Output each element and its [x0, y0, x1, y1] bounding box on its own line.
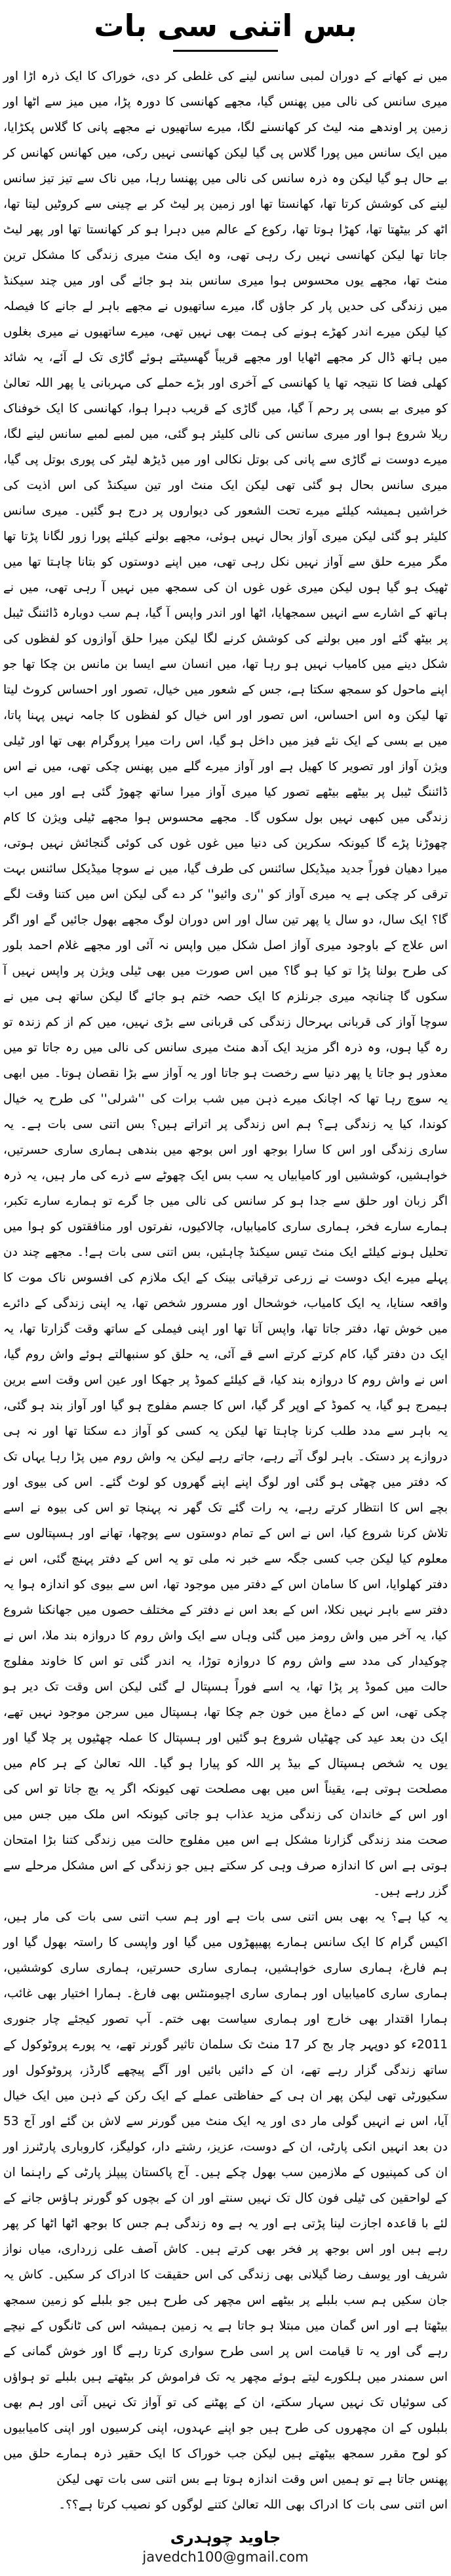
article-header: [3, 5, 448, 52]
body-paragraph-1: میں نے کھانے کے دوران لمبی سانس لینے کی غلطی کر دی، خوراک کا ایک ذرہ اڑا اور میری سانس کی نالی میں پھنس گیا، مجھے کھانسی کا دورہ پڑا، میں میز سے اٹھا اور زمین پر اوندھے منہ لیٹ کر کھانسنے لگا، میرے ساتھیوں نے مجھے پانی کا گلاس پکڑایا، میں ایک سانس میں پورا گلاس پی گیا لیکن کھانسی نہیں رکی، میں کھانس کھانس کر بے حال ہو گیا لیکن وہ ذرہ سانس کی نالی میں پھنسا رہا، میں ناک سے تیز تیز سانس لینے کی کوشش کرتا تھا، کھانستا تھا اور زمین پر لیٹ کر بے چینی سے کروٹیں لیتا تھا، اٹھ کر بیٹھتا تھا، کھڑا ہوتا تھا، رکوع کے عالم میں دہرا ہو کر کھانستا تھا اور پھر لیٹ جاتا تھا لیکن کھانسی نہیں رک رہی تھی، وہ ایک منٹ میری زندگی کا مشکل ترین منٹ تھا، مجھے یوں محسوس ہوا میری سانس بند ہو جائے گی اور میں چند سیکنڈ میں زندگی کی حدیں پار کر جاؤں گا، میرے ساتھیوں نے مجھے باہر لے جانے کا فیصلہ کیا لیکن میرے اندر کھڑے ہونے کی ہمت بھی نہیں تھی، میرے ساتھیوں نے میری بغلوں میں ہاتھ ڈال کر مجھے اٹھایا اور مجھے قریباً گھسیٹتے ہوئے گاڑی تک لے آئے، یہ شائد کھلی فضا کا نتیجہ تھا یا کھانسی کے آخری اور بڑے حملے کی مہربانی یا پھر اللہ تعالیٰ کو میری بے بسی پر رحم آ گیا، میں گاڑی کے قریب دہرا ہوا، کھانسی کا ایک خوفناک ریلا شروع ہوا اور میری سانس کی نالی کلیئر ہو گئی، میں لمبے لمبے سانس لینے لگا، میرے دوست نے گاڑی سے پانی کی بوتل نکالی اور میں ڈیڑھ لیٹر کی پوری بوتل پی گیا، میری سانس بحال ہو گئی تھی لیکن ایک منٹ اور تین سیکنڈ کی اس اذیت کی خراشیں ہمیشہ کیلئے میرے تحت الشعور کی دیواروں پر درج ہو گئیں۔ میری سانس کلیئر ہو گئی لیکن میری آواز بحال نہیں ہوئی، مجھے بولنے کیلئے پورا زور لگانا پڑتا تھا مگر میرے حلق سے آواز نہیں نکل رہی تھی، میں اپنے دوستوں کو بتانا چاہتا تھا میں ٹھیک ہو گیا ہوں لیکن میری غوں غوں ان کی سمجھ میں نہیں آ رہی تھی، میں نے ہاتھ کے اشارے سے انہیں سمجھایا، اٹھا اور اندر واپس آ گیا، ہم سب دوبارہ ڈائننگ ٹیبل پر بیٹھ گئے اور میں بولنے کی کوشش کرنے لگا لیکن میرا حلق آوازوں کو لفظوں کی شکل دینے میں کامیاب نہیں ہو رہا تھا، میں انسان سے ایسا بن مانس بن چکا تھا جو اپنے ماحول کو سمجھ سکتا ہے، جس کے شعور میں خیال، تصور اور احساس کروٹ لیتا تھا لیکن وہ اس احساس، اس تصور اور اس خیال کو لفظوں کا جامہ نہیں پہنا پاتا، میں بے بسی کے ایک نئے فیز میں داخل ہو گیا، اس رات میرا پروگرام بھی تھا اور ٹیلی ویژن آواز اور تصویر کا کھیل ہے اور آواز میرے گلے میں پھنس چکی تھی، میں نے اس ڈائننگ ٹیبل پر بیٹھے بیٹھے تصور کیا میری آواز میرا ساتھ چھوڑ گئی ہے اور میں اب زندگی میں کبھی نہیں بول سکوں گا۔ مجھے محسوس ہوا مجھے ٹیلی ویژن کا کام چھوڑنا پڑے گا کیونکہ سکرین کی دنیا میں غوں غوں کی کوئی گنجائش نہیں ہوتی، میرا دھیان فوراً جدید میڈیکل سائنس کی طرف گیا، میں نے سوچا میڈیکل سائنس بہت ترقی کر چکی ہے یہ میری آواز کو ''ری وائیو'' کر دے گی لیکن اس میں کتنا وقت لگے گا؟ ایک سال، دو سال یا پھر تین سال اور اس دوران لوگ مجھے بھول جائیں گے اور اگر اس علاج کے باوجود میری آواز اصل شکل میں واپس نہ آئی اور مجھے غلام احمد بلور کی طرح بولنا پڑا تو کیا ہو گا؟ میں اس صورت میں بھی ٹیلی ویژن پر واپس نہیں آ سکوں گا چنانچہ میری جرنلزم کا ایک حصہ ختم ہو جائے گا لیکن ساتھ ہی میں نے سوچا آواز کی قربانی بہرحال زندگی کی قربانی سے بڑی نہیں، میں کم از کم زندہ تو رہ گیا ہوں، وہ ذرہ اگر مزید ایک آدھ منٹ میری سانس کی نالی میں رہ جاتا تو میں معذور ہو جاتا یا پھر دنیا سے رخصت ہو جاتا اور یہ آواز سے بڑا نقصان ہوتا۔ میں ابھی یہ سوچ رہا تھا کہ اچانک میرے ذہن میں شب برات کی ''شرلی'' کی طرح یہ خیال کوندا، کیا یہ زندگی ہے؟ ہم اس زندگی پر اتراتے ہیں؟ بس اتنی سی بات ہے۔ یہ ساری زندگی اور اس کا سارا بوجھ اور اس بوجھ میں بندھی ہماری ساری حسرتیں، خواہشیں، کوششیں اور کامیابیاں یہ سب بس ایک چھوٹے سے ذرے کی مار ہیں، یہ ذرہ اگر زبان اور حلق سے جدا ہو کر سانس کی نالی میں جا گرے تو ہمارے سارے تکبر، ہمارے سارے فخر، ہماری ساری کامیابیاں، چالاکیوں، نفرتوں اور منافقتوں کو ہوا میں تحلیل ہونے کیلئے ایک منٹ تیس سیکنڈ چاہئیں، بس اتنی سی بات ہے!۔ مجھے چند دن پہلے میرے ایک دوست نے زرعی ترقیاتی بینک کے ایک ملازم کی افسوس ناک موت کا واقعہ سنایا، یہ ایک کامیاب، خوشحال اور مسرور شخص تھا، یہ اپنی زندگی کے دائرے میں خوش تھا، دفتر جاتا تھا، واپس آتا تھا اور اپنی فیملی کے ساتھ وقت گزارتا تھا، یہ ایک دن دفتر گیا، کام کرتے کرتے اسے قے آئی، یہ حلق کو سنبھالتے ہوئے واش روم گیا، اس نے واش روم کا دروازہ بند کیا، قے کیلئے کموڈ پر جھکا اور عین اس وقت اسے برین ہیمرج ہو گیا، یہ کموڈ کے اوپر گر گیا، اس کا جسم مفلوج ہو گیا اور آواز بند ہو گئی، یہ باہر سے مدد طلب کرنا چاہتا تھا لیکن یہ کسی کو آواز دے سکتا تھا اور نہ ہی دروازے پر دستک۔ باہر لوگ آتے رہے، جاتے رہے لیکن یہ واش روم میں پڑا رہا یہاں تک کہ دفتر میں چھٹی ہو گئی اور لوگ اپنے اپنے گھروں کو لوٹ گئے۔ اس کی بیوی اور بچے اس کا انتظار کرتے رہے، یہ رات گئے تک گھر نہ پہنچا تو اس کی بیوہ نے اسے تلاش کرنا شروع کیا، اس نے اس کے تمام دوستوں سے پوچھا، تھانے اور ہسپتالوں سے معلوم کیا لیکن جب کسی جگہ سے خبر نہ ملی تو یہ اس کے دفتر پہنچ گئی، اس نے دفتر کھلوایا، اس کا سامان اس کے دفتر میں موجود تھا، اس سے بیوی کو اندازہ ہوا یہ دفتر سے باہر نہیں نکلا، اس کے بعد اس نے دفتر کے مختلف حصوں میں جھانکنا شروع کیا، یہ آخر میں واش رومز میں گئی وہاں سے ایک واش روم کا دروازہ بند ملا، اس نے چوکیدار کی مدد سے واش روم کا دروازہ توڑا، یہ اندر گئی تو اس کا خاوند مفلوج حالت میں کموڈ پر پڑا تھا، یہ اسے فوراً ہسپتال لے گئی لیکن اس وقت تک دیر ہو چکی تھی، اس کے دماغ میں خون جم چکا تھا، ہسپتال میں سرجن موجود نہیں تھے، ایک دن بعد عید کی چھٹیاں شروع ہو گئیں اور ہسپتال کا عملہ چھٹیوں پر چلا گیا اور یوں یہ شخص ہسپتال کے بیڈ پر اللہ کو پیارا ہو گیا۔ اللہ تعالیٰ کے ہر کام میں مصلحت ہوتی ہے، یقیناً اس میں بھی مصلحت تھی کیونکہ اگر یہ بچ جاتا تو اس کی اور اس کے خاندان کی زندگی مزید عذاب ہو جاتی کیونکہ اس ملک میں جس میں صحت مند زندگی گزارنا مشکل ہے اس میں مفلوج حالت میں زندگی کتنا بڑا امتحان ہوتی ہے اس کا اندازہ صرف وہی کر سکتے ہیں جو زندگی کے اس مشکل مرحلے سے گزر رہے ہیں۔: [3, 69, 448, 1898]
article-body: [3, 64, 448, 2518]
body-paragraph-2: یہ کیا ہے؟ یہ بھی بس اتنی سی بات ہے اور ہم سب اتنی سی بات کی مار ہیں، اکیس گرام کا ایک سانس ہمارے پھیپھڑوں میں گیا اور واپسی کا راستہ بھول گیا اور ہم فارغ، ہماری ساری خواہشیں، ہماری ساری حسرتیں، ہماری ساری کوششیں، ہماری ساری کامیابیاں اور ہماری ساری اچیومنٹس بھی فارغ۔ ہمارا اختیار بھی غائب، ہمارا اقتدار بھی خارج اور ہماری سیاست بھی ختم۔ آپ تصور کیجئے چار جنوری 2011ء کو دوپہر چار بج کر 17 منٹ تک سلمان تاثیر گورنر تھے، یہ پورے پروٹوکول کے ساتھ زندگی گزار رہے تھے، ان کے دائیں بائیں اور آگے پیچھے گارڈز، پروٹوکول اور سکیورٹی تھی لیکن پھر ان ہی کے حفاظتی عملے کے ایک رکن کے ذہن میں ایک خیال آیا، اس نے انہیں گولی مار دی اور یہ ایک منٹ میں گورنر سے لاش بن گئے اور آج 53 دن بعد انہیں انکی پارٹی، ان کے دوست، عزیز، رشتے دار، کولیگز، کاروباری پارٹنرز اور ان کی کمپنیوں کے ملازمین سب بھول چکے ہیں۔ آج پاکستان پیپلز پارٹی کے راہنما ان کے لواحقین کی ٹیلی فون کال تک نہیں سنتے اور ان کے بچوں کو گورنر ہاؤس جانے کے لئے با قاعدہ اجازت لینا پڑتی ہے اور یہ ہے وہ زندگی ہم جس کا بوجھ اٹھا اٹھا کر پھر رہے ہیں اور اس بوجھ پر فخر بھی کرتے ہیں۔ کاش آصف علی زرداری، میاں نواز شریف اور یوسف رضا گیلانی بھی زندگی کی اس حقیقت کا ادراک کر سکیں۔ کاش یہ جان سکیں ہم سب بلبلے پر بیٹھے اس مچھر کی طرح ہیں جو بلبلے کو زمین سمجھ بیٹھتا ہے اور اس گمان میں مبتلا ہو جاتا ہے یہ زمین ہمیشہ اس کی ٹانگوں کے نیچے رہے گی اور یہ تا قیامت اس پر اسی طرح سواری کرتا رہے گا اور خوش گمانی کے اس سمندر میں ہلکورے لیتے ہوئے مچھر یہ تک فراموش کر بیٹھتے ہیں بلبلے تو ہواؤں کی سوئیاں تک نہیں سہار سکتے، ان کے پھٹنے کی تو آواز تک نہیں آتی اور ہم بھی بلبلوں کے ان مچھروں کی طرح ہیں جو اپنے عہدوں، اپنی کرسیوں اور اپنی کامیابیوں کو لوح مقرر سمجھ بیٹھتے ہیں لیکن جب خوراک کا ایک حقیر ذرہ ہمارے حلق میں پھنس جاتا ہے تو ہمیں اس وقت اندازہ ہوتا ہے بس اتنی سی بات تھی لیکن: [3, 1909, 448, 2486]
byline-block: [3, 2527, 448, 2567]
author-name: جاوید چوہدری: [170, 2527, 281, 2547]
title-underline-divider: [173, 50, 278, 52]
closing-line: اس اتنی سی بات کا ادراک بھی اللہ تعالیٰ کتنے لوگوں کو نصیب کرتا ہے؟؟۔: [58, 2497, 448, 2512]
author-email: javedch100@gmail.com: [142, 2549, 309, 2566]
page-title: بس اتنی سی بات: [94, 8, 357, 43]
